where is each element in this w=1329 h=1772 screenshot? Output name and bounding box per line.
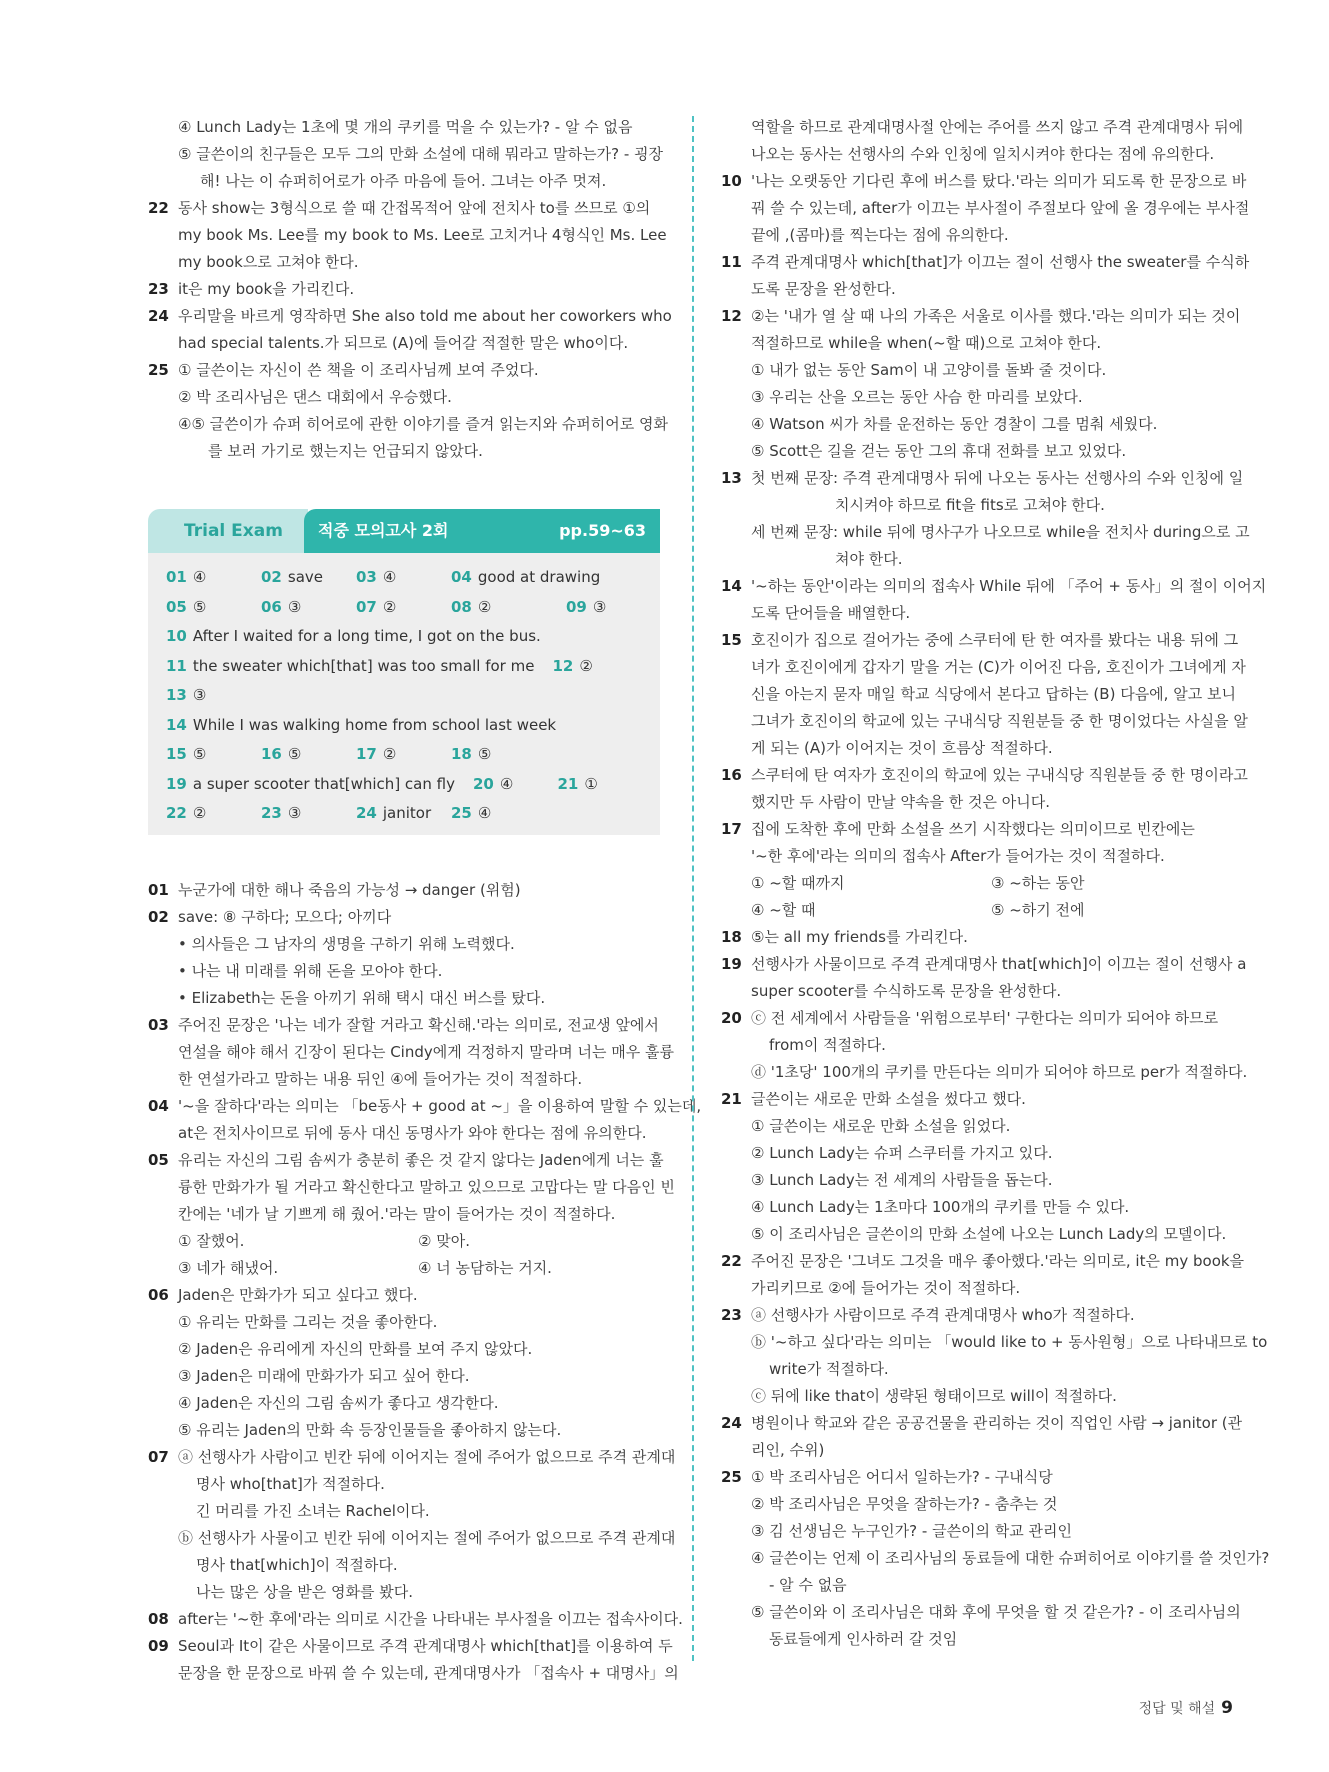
item-body	[178, 877, 668, 904]
text-line: 나는 많은 상을 받은 영화를 봤다.	[196, 1582, 413, 1601]
item-number: 08	[148, 1609, 169, 1628]
answer-21	[557, 770, 642, 800]
item-body	[751, 1086, 1236, 1248]
answer-item-13	[721, 465, 1250, 573]
right-column	[721, 114, 1270, 1653]
right-items	[721, 168, 1270, 1653]
answer-04	[451, 563, 600, 593]
answer-item-10	[721, 168, 1250, 249]
text-line: ① 유리는 만화를 그리는 것을 좋아한다.	[178, 1312, 438, 1331]
text-line: 도록 단어들을 배열한다.	[751, 604, 911, 622]
text-line: '~을 잘하다'라는 의미는 「be동사 + good at ~」을 이용하여 말할 수 있는데,	[178, 1096, 702, 1115]
item-body	[178, 303, 672, 357]
answer-value: the sweater which[that] was too small for me	[192, 656, 535, 675]
text-line: 해! 나는 이 슈퍼히어로가 아주 마음에 들어. 그녀는 아주 멋져.	[200, 172, 607, 190]
text-line: after는 '~한 후에'라는 의미로 시간을 나타내는 부사절을 이끄는 접속사이다.	[178, 1609, 683, 1628]
text-line: write가 적절하다.	[769, 1360, 889, 1378]
trial-exam-title-bar	[304, 509, 660, 553]
text-line: 륭한 만화가가 될 거라고 확신한다고 말하고 있으므로 고맙다는 말 다음인 빈	[178, 1177, 675, 1196]
answer-value: janitor	[382, 804, 432, 822]
option: ⑤ ~하기 전에	[991, 901, 1085, 919]
answer-19	[166, 770, 455, 800]
footer-label: 정답 및 해설	[1138, 1701, 1216, 1717]
text-line: 병원이나 학교와 같은 공공건물을 관리하는 것이 직업인 사람 → janitor (관	[751, 1414, 1243, 1432]
text-line: 주어진 문장은 '나는 네가 잘할 거라고 확신해.'라는 의미로, 전교생 앞에서	[178, 1015, 659, 1034]
answer-row	[166, 652, 642, 682]
answer-number: 19	[166, 774, 187, 793]
text-line: ② Lunch Lady는 슈퍼 스쿠터를 가지고 있다.	[751, 1144, 1053, 1162]
answer-row	[166, 770, 642, 800]
item-number: 11	[721, 253, 742, 271]
item-body	[178, 357, 668, 465]
text-line: 첫 번째 문장: 주격 관계대명사 뒤에 나오는 동사는 선행사의 수와 인칭에 일	[751, 469, 1244, 487]
text-line: ④ Lunch Lady는 1초에 몇 개의 쿠키를 먹을 수 있는가? - 알 수 없음	[178, 118, 633, 136]
item-number: 20	[721, 1009, 742, 1027]
answer-item-12	[721, 303, 1241, 465]
answer-25	[451, 799, 566, 829]
text-line: ③ Jaden은 미래에 만화가가 되고 싶어 한다.	[178, 1366, 470, 1385]
answer-item-02	[148, 904, 668, 1012]
item-number: 07	[148, 1447, 169, 1466]
answer-value: ①	[584, 774, 598, 793]
answer-number: 06	[261, 597, 282, 616]
text-line: • 의사들은 그 남자의 생명을 구하기 위해 노력했다.	[178, 934, 515, 953]
item-number: 09	[148, 1636, 169, 1655]
text-line: at은 전치사이므로 뒤에 동사 대신 동명사가 와야 한다는 점에 유의한다.	[178, 1123, 647, 1142]
text-line: had special talents.가 되므로 (A)에 들어갈 적절한 말은 who이다.	[178, 334, 629, 352]
item-body	[178, 1282, 668, 1444]
answer-08	[451, 593, 566, 623]
text-line: ⑤ 이 조리사님은 글쓴이의 만화 소설에 나오는 Lunch Lady의 모델이다.	[751, 1225, 1227, 1243]
answer-row	[166, 622, 642, 652]
text-line: ⓐ 선행사가 사람이므로 주격 관계대명사 who가 적절하다.	[751, 1306, 1135, 1324]
page-number: 9	[1221, 1698, 1233, 1718]
text-line: save: ⑧ 구하다; 모으다; 아끼다	[178, 907, 392, 926]
text-line: 연설을 해야 해서 긴장이 된다는 Cindy에게 걱정하지 말라며 너는 매우 훌륭	[178, 1042, 674, 1061]
answer-number: 02	[261, 568, 282, 586]
text-line: Seoul과 It이 같은 사물이므로 주격 관계대명사 which[that]를 이용하여 두	[178, 1636, 673, 1655]
text-line: 가리키므로 ②에 들어가는 것이 적절하다.	[751, 1279, 1021, 1297]
text-line: '나는 오랫동안 기다린 후에 버스를 탔다.'라는 의미가 되도록 한 문장으로 바	[751, 172, 1247, 190]
text-line: ⓑ 선행사가 사물이고 빈칸 뒤에 이어지는 절에 주어가 없으므로 주격 관계대	[178, 1528, 676, 1547]
text-line: 선행사가 사물이므로 주격 관계대명사 that[which]이 이끄는 절이 선행사 a	[751, 955, 1247, 973]
answer-23	[261, 799, 356, 829]
text-line: 치시켜야 하므로 fit을 fits로 고쳐야 한다.	[835, 496, 1105, 514]
text-line: 누군가에 대한 해나 죽음의 가능성 → danger (위험)	[178, 880, 521, 899]
text-line: 집에 도착한 후에 만화 소설을 쓰기 시작했다는 의미이므로 빈칸에는	[751, 820, 1195, 838]
text-line: 명사 that[which]이 적절하다.	[196, 1555, 398, 1574]
text-line: 나오는 동사는 선행사의 수와 인칭에 일치시켜야 한다는 점에 유의한다.	[751, 145, 1215, 163]
trial-exam-box	[148, 509, 660, 835]
left-column	[148, 114, 702, 1687]
answer-number: 09	[566, 597, 587, 616]
answer-item-16	[721, 762, 1248, 816]
text-line: 리인, 수위)	[751, 1441, 825, 1459]
answer-row	[166, 740, 642, 770]
item-body	[178, 276, 668, 303]
answer-number: 08	[451, 597, 472, 616]
text-line: 유리는 자신의 그림 솜씨가 충분히 좋은 것 같지 않다는 Jaden에게 너는 훌	[178, 1150, 664, 1169]
answer-row	[166, 681, 642, 711]
answer-value: ⑤	[287, 745, 302, 763]
item-number: 14	[721, 577, 742, 595]
text-line: 게 되는 (A)가 이어지는 것이 흐름상 적절하다.	[751, 739, 1053, 757]
text-line: ④ Watson 씨가 차를 운전하는 동안 경찰이 그를 멈춰 세웠다.	[751, 415, 1158, 433]
answer-number: 20	[472, 774, 494, 793]
item-number: 03	[148, 1015, 169, 1034]
answer-item-01	[148, 877, 668, 904]
text-line: ③ Lunch Lady는 전 세계의 사람들을 돕는다.	[751, 1171, 1053, 1189]
text-line: ⓐ 선행사가 사람이고 빈칸 뒤에 이어지는 절에 주어가 없으므로 주격 관계대	[178, 1447, 676, 1466]
item-body	[751, 924, 1236, 951]
text-line: ② Jaden은 유리에게 자신의 만화를 보여 주지 않았다.	[178, 1339, 533, 1358]
text-line: 동사 show는 3형식으로 쓸 때 간접목적어 앞에 전치사 to를 쓰므로 ①의	[178, 199, 651, 217]
answer-item-23	[721, 1302, 1268, 1410]
text-line: ②는 '내가 열 살 때 나의 가족은 서울로 이사를 했다.'라는 의미가 되는 것이	[751, 307, 1241, 325]
text-line: 스쿠터에 탄 여자가 호진이의 학교에 있는 구내식당 직원분들 중 한 명이라고	[751, 766, 1248, 784]
answer-key	[148, 553, 660, 835]
text-line: from이 적절하다.	[769, 1036, 886, 1054]
item-number: 05	[148, 1150, 169, 1169]
text-line: '~한 후에'라는 의미의 접속사 After가 들어가는 것이 적절하다.	[751, 847, 1165, 865]
text-line: ⑤ 유리는 Jaden의 만화 속 등장인물들을 좋아하지 않는다.	[178, 1420, 562, 1439]
answer-01	[166, 563, 261, 593]
item-number: 04	[148, 1096, 169, 1115]
option: ② 맞아.	[418, 1231, 470, 1250]
item-number: 22	[721, 1252, 742, 1270]
left-items-b	[148, 877, 702, 1687]
answer-item-11	[721, 249, 1250, 303]
item-number: 16	[721, 766, 742, 784]
trial-exam-pages: pp.59~63	[559, 521, 646, 540]
answer-number: 13	[166, 686, 187, 704]
answer-item-15	[721, 627, 1248, 762]
answer-number: 17	[356, 745, 377, 763]
answer-13	[166, 681, 206, 711]
item-number: 02	[148, 907, 169, 926]
option-pair	[178, 1228, 675, 1255]
answer-item-25	[721, 1464, 1270, 1653]
answer-item-19	[721, 951, 1247, 1005]
text-line: 쳐야 한다.	[835, 550, 903, 568]
answer-number: 21	[557, 774, 579, 793]
text-line: • 나는 내 미래를 위해 돈을 모아야 한다.	[178, 961, 443, 980]
answer-15	[166, 740, 261, 770]
text-line: 글쓴이는 새로운 만화 소설을 썼다고 했다.	[751, 1090, 1026, 1108]
text-line: ⑤ Scott은 길을 걷는 동안 그의 휴대 전화를 보고 있었다.	[751, 442, 1127, 460]
text-line: 도록 문장을 완성한다.	[751, 280, 896, 298]
answer-number: 15	[166, 745, 187, 763]
answer-value: ③	[287, 597, 302, 616]
item-number: 10	[721, 172, 742, 190]
answer-number: 01	[166, 568, 187, 586]
answer-value: ⑤	[192, 597, 207, 616]
text-line: ① 글쓴이는 새로운 만화 소설을 읽었다.	[751, 1117, 1011, 1135]
answer-16	[261, 740, 356, 770]
item-body	[751, 1464, 1269, 1653]
text-line: ④⑤ 글쓴이가 슈퍼 히어로에 관한 이야기를 즐겨 읽는지와 슈퍼히어로 영화	[178, 415, 669, 433]
text-line: '~하는 동안'이라는 의미의 접속사 While 뒤에 「주어 + 동사」의 절이 이어지	[751, 577, 1267, 595]
option-pair	[751, 897, 1236, 924]
item-body	[178, 1444, 675, 1606]
answer-07	[356, 593, 451, 623]
answer-row	[166, 799, 642, 829]
item-number: 22	[148, 199, 169, 217]
answer-number: 23	[261, 804, 282, 822]
item-body	[178, 904, 668, 1012]
answer-number: 05	[166, 597, 187, 616]
text-line: 문장을 한 문장으로 바꿔 쓸 수 있는데, 관계대명사가 「접속사 + 대명사」의	[178, 1663, 679, 1682]
text-line: it은 my book을 가리킨다.	[178, 280, 355, 298]
item-body	[751, 303, 1240, 465]
item-body	[751, 762, 1248, 816]
text-line: 를 보러 가기로 했는지는 언급되지 않았다.	[208, 442, 483, 460]
answer-item-21	[721, 1086, 1236, 1248]
item-number: 24	[721, 1414, 742, 1432]
text-line: 꿔 쓸 수 있는데, after가 이끄는 부사절이 주절보다 앞에 올 경우에는 부사절	[751, 199, 1250, 217]
item-body	[751, 168, 1249, 249]
answer-09	[566, 593, 626, 623]
answer-06	[261, 593, 356, 623]
answer-05	[166, 593, 261, 623]
item-body	[751, 465, 1250, 573]
answer-item-14	[721, 573, 1267, 627]
answer-12	[552, 652, 642, 682]
item-number: 13	[721, 469, 742, 487]
item-body	[751, 1005, 1247, 1086]
item-number: 23	[148, 280, 169, 298]
item-body	[178, 195, 668, 276]
item-number: 01	[148, 880, 169, 899]
answer-item-25	[148, 357, 668, 465]
answer-value: ④	[499, 774, 514, 793]
text-line: ⑤는 all my friends를 가리킨다.	[751, 928, 968, 946]
answer-item-07	[148, 1444, 676, 1606]
text-line: - 알 수 없음	[769, 1576, 847, 1594]
answer-value: ③	[192, 686, 207, 704]
answer-22	[166, 799, 261, 829]
item-number: 15	[721, 631, 742, 649]
answer-number: 25	[451, 804, 472, 822]
answer-value: ⑤	[477, 745, 492, 763]
item-number: 25	[721, 1468, 742, 1486]
text-line: ② 박 조리사님은 무엇을 잘하는가? - 춤추는 것	[751, 1495, 1058, 1513]
answer-number: 16	[261, 745, 282, 763]
item-number: 24	[148, 307, 169, 325]
text-line: ③ 김 선생님은 누구인가? - 글쓴이의 학교 관리인	[751, 1522, 1073, 1540]
item-body	[178, 1012, 674, 1093]
answer-item-22	[148, 195, 668, 276]
item-body	[751, 816, 1236, 924]
text-line: 명사 who[that]가 적절하다.	[196, 1474, 385, 1493]
text-line: ① 박 조리사님은 어디서 일하는가? - 구내식당	[751, 1468, 1053, 1486]
text-line: 적절하므로 while을 when(~할 때)으로 고쳐야 한다.	[751, 334, 1102, 352]
answer-value: After I waited for a long time, I got on the bus.	[192, 627, 541, 645]
text-line: Jaden은 만화가가 되고 싶다고 했다.	[178, 1285, 418, 1304]
item-body	[751, 627, 1248, 762]
text-line: 역할을 하므로 관계대명사절 안에는 주어를 쓰지 않고 주격 관계대명사 뒤에	[751, 118, 1244, 136]
option: ① ~할 때까지	[751, 874, 845, 892]
answer-number: 22	[166, 804, 187, 822]
text-line: ⓒ 전 세계에서 사람들을 '위험으로부터' 구한다는 의미가 되어야 하므로	[751, 1009, 1219, 1027]
option: ③ ~하는 동안	[991, 874, 1085, 892]
answer-value: ④	[477, 804, 492, 822]
answer-item-04	[148, 1093, 702, 1147]
text-line: super scooter를 수식하도록 문장을 완성한다.	[751, 982, 1062, 1000]
answer-value: ③	[287, 804, 302, 822]
answer-10	[166, 622, 541, 652]
answer-20	[473, 770, 558, 800]
item-number: 25	[148, 361, 169, 379]
item-number: 23	[721, 1306, 742, 1324]
text-line: ④ 글쓴이는 언제 이 조리사님의 동료들에 대한 슈퍼히어로 이야기를 쓸 것인가?	[751, 1549, 1270, 1567]
text-line: ⓑ '~하고 싶다'라는 의미는 「would like to + 동사원형」으로 나타내므로 to	[751, 1333, 1268, 1351]
answer-number: 11	[166, 656, 187, 675]
answer-item-24	[721, 1410, 1243, 1464]
answer-item-20	[721, 1005, 1248, 1086]
item-number: 21	[721, 1090, 742, 1108]
item-body	[751, 249, 1249, 303]
text-line: ② 박 조리사님은 댄스 대회에서 우승했다.	[178, 388, 452, 406]
option: ① 잘했어.	[178, 1231, 245, 1250]
text-line: ① 내가 없는 동안 Sam이 내 고양이를 돌봐 줄 것이다.	[751, 361, 1107, 379]
text-line: 우리말을 바르게 영작하면 She also told me about her coworkers who	[178, 307, 672, 325]
answer-number: 04	[451, 568, 472, 586]
item-body	[178, 1633, 679, 1687]
answer-item-03	[148, 1012, 674, 1093]
option: ④ ~할 때	[751, 901, 816, 919]
item-number: 19	[721, 955, 742, 973]
item-body	[751, 573, 1266, 627]
answer-value: ②	[382, 745, 397, 763]
answer-item-18	[721, 924, 1236, 951]
text-line: 끝에 ,(콤마)를 찍는다는 점에 유의한다.	[751, 226, 1009, 244]
item-number: 06	[148, 1285, 169, 1304]
answer-18	[451, 740, 566, 770]
trial-exam-label: Trial Exam	[148, 509, 308, 553]
text-line: 동료들에게 인사하러 갈 것임	[769, 1630, 958, 1648]
text-line: 한 연설가라고 말하는 내용 뒤인 ④에 들어가는 것이 적절하다.	[178, 1069, 583, 1088]
answer-02	[261, 563, 356, 593]
text-line: 주어진 문장은 '그녀도 그것을 매우 좋아했다.'라는 의미로, it은 my book을	[751, 1252, 1245, 1270]
text-line: • Elizabeth는 돈을 아끼기 위해 택시 대신 버스를 탔다.	[178, 988, 546, 1007]
option-pair	[751, 870, 1236, 897]
text-line: 긴 머리를 가진 소녀는 Rachel이다.	[196, 1501, 430, 1520]
option: ③ 네가 해냈어.	[178, 1258, 279, 1277]
text-line: ⑤ 글쓴이와 이 조리사님은 대화 후에 무엇을 할 것 같은가? - 이 조리사님의	[751, 1603, 1241, 1621]
text-line: ⓒ 뒤에 like that이 생략된 형태이므로 will이 적절하다.	[751, 1387, 1117, 1405]
answer-value: ③	[592, 597, 607, 616]
answer-row	[166, 563, 642, 593]
answer-value: save	[287, 568, 323, 586]
trial-exam-header	[148, 509, 660, 553]
text-line: my book으로 고쳐야 한다.	[178, 253, 359, 271]
answer-value: While I was walking home from school last week	[192, 715, 557, 734]
answer-value: ②	[477, 597, 492, 616]
item-body	[751, 951, 1246, 1005]
answer-value: ④	[192, 568, 207, 586]
answer-value: good at drawing	[477, 568, 601, 586]
item-number: 12	[721, 307, 742, 325]
left-items-a	[148, 195, 672, 465]
answer-number: 24	[356, 804, 377, 822]
answer-number: 10	[166, 627, 187, 645]
answer-value: ②	[579, 656, 593, 675]
answer-item-17	[721, 816, 1236, 924]
text-line: my book Ms. Lee를 my book to Ms. Lee로 고치거나 4형식인 Ms. Lee	[178, 226, 667, 244]
text-line: 녀가 호진이에게 갑자기 말을 거는 (C)가 이어진 다음, 호진이가 그녀에게 자	[751, 658, 1246, 676]
answer-item-09	[148, 1633, 679, 1687]
answer-value: ②	[382, 597, 397, 616]
text-line: ⑤ 글쓴이의 친구들은 모두 그의 만화 소설에 대해 뭐라고 말하는가? - 굉장	[178, 145, 663, 163]
text-line: 주격 관계대명사 which[that]가 이끄는 절이 선행사 the sweater를 수식하	[751, 253, 1250, 271]
item-body	[178, 1147, 675, 1282]
answer-value: ④	[382, 568, 397, 586]
answer-number: 03	[356, 568, 377, 586]
column-divider	[692, 116, 694, 1661]
answer-value: ②	[192, 804, 207, 822]
left-top-lines	[148, 114, 668, 195]
answer-item-22	[721, 1248, 1245, 1302]
answer-03	[356, 563, 451, 593]
answer-row	[166, 593, 642, 623]
text-line: ① 글쓴이는 자신이 쓴 책을 이 조리사님께 보여 주었다.	[178, 361, 539, 379]
item-body	[751, 1410, 1242, 1464]
right-top-lines	[721, 114, 1244, 168]
item-number: 17	[721, 820, 742, 838]
text-line: ④ Lunch Lady는 1초마다 100개의 쿠키를 만들 수 있다.	[751, 1198, 1130, 1216]
text-line: 했지만 두 사람이 만날 약속을 한 것은 아니다.	[751, 793, 1050, 811]
answer-item-24	[148, 303, 672, 357]
item-body	[751, 1302, 1267, 1410]
answer-item-06	[148, 1282, 668, 1444]
answer-number: 18	[451, 745, 472, 763]
item-number: 18	[721, 928, 742, 946]
trial-exam-title: 적중 모의고사 2회	[318, 521, 449, 540]
text-line: 칸에는 '네가 날 기쁘게 해 줬어.'라는 말이 들어가는 것이 적절하다.	[178, 1204, 616, 1223]
answer-number: 07	[356, 597, 377, 616]
answer-11	[166, 652, 534, 682]
answer-17	[356, 740, 451, 770]
option: ④ 너 농담하는 거지.	[418, 1258, 552, 1277]
page-footer	[1139, 1698, 1233, 1718]
answer-item-23	[148, 276, 668, 303]
item-body	[751, 1248, 1244, 1302]
text-line: 세 번째 문장: while 뒤에 명사구가 나오므로 while을 전치사 during으로 고	[751, 523, 1250, 541]
text-line: 호진이가 집으로 걸어가는 중에 스쿠터에 탄 한 여자를 봤다는 내용 뒤에 그	[751, 631, 1239, 649]
answer-item-05	[148, 1147, 675, 1282]
answer-value: a super scooter that[which] can fly	[192, 774, 455, 793]
answer-item-08	[148, 1606, 683, 1633]
text-line: ④ Jaden은 자신의 그림 솜씨가 좋다고 생각한다.	[178, 1393, 499, 1412]
option-pair	[178, 1255, 675, 1282]
answer-14	[166, 711, 556, 741]
text-line: ⓓ '1초당' 100개의 쿠키를 만든다는 의미가 되어야 하므로 per가 적절하다.	[751, 1063, 1248, 1081]
answer-value: ⑤	[192, 745, 207, 763]
answer-row	[166, 711, 642, 741]
answer-number: 14	[166, 715, 187, 734]
text-line: 그녀가 호진이의 학교에 있는 구내식당 직원분들 중 한 명이었다는 사실을 알	[751, 712, 1248, 730]
text-line: ③ 우리는 산을 오르는 동안 사슴 한 마리를 보았다.	[751, 388, 1083, 406]
text-line: 신을 아는지 묻자 매일 학교 식당에서 본다고 답하는 (B) 다음에, 알고 보니	[751, 685, 1236, 703]
item-body	[178, 1606, 683, 1633]
answer-24	[356, 799, 451, 829]
answer-number: 12	[552, 656, 574, 675]
item-body	[178, 1093, 701, 1147]
